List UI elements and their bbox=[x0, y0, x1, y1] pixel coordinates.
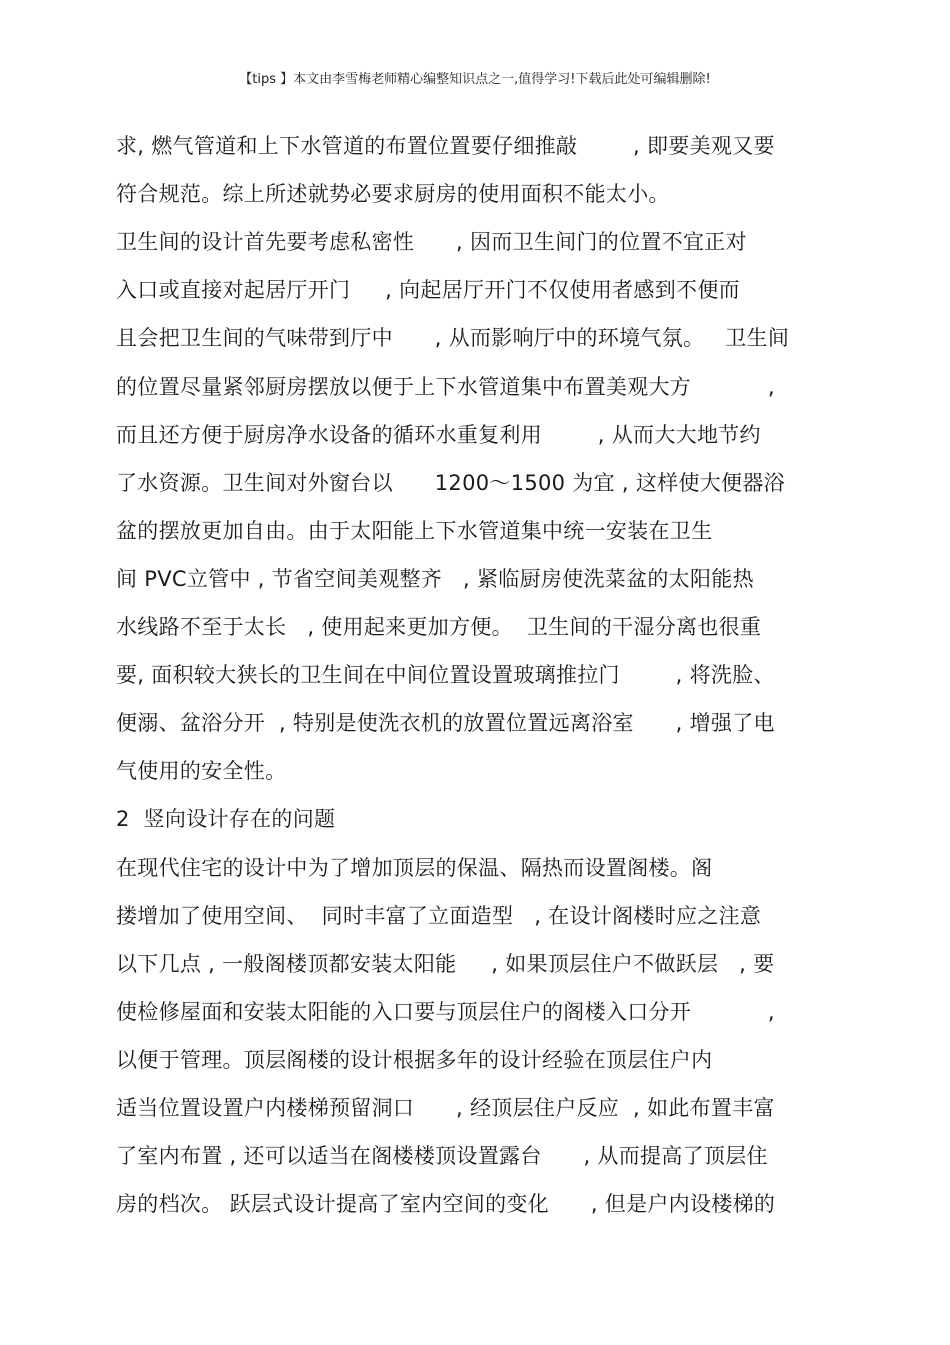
text-line: 求, 燃气管道和上下水管道的布置位置要仔细推敲 , 即要美观又要 bbox=[116, 134, 775, 158]
text-line: 而且还方便于厨房净水设备的循环水重复利用 , 从而大大地节约 bbox=[116, 422, 761, 447]
text-line: 入口或直接对起居厅开门 , 向起居厅开门不仅使用者感到不便而 bbox=[116, 278, 740, 303]
text-line: 要, 面积较大狭长的卫生间在中间位置设置玻璃推拉门 , 将洗脸、 bbox=[116, 663, 775, 688]
text-line: 2 竖向设计存在的问题 bbox=[116, 807, 336, 832]
text-line: 了室内布置 , 还可以适当在阁楼楼顶设置露台 , 从而提高了顶层住 bbox=[116, 1144, 768, 1169]
text-line: 水线路不至于太长 , 使用起来更加方便。 卫生间的干湿分离也很重 bbox=[116, 615, 762, 639]
text-line: 且会把卫生间的气味带到厅中 , 从而影响厅中的环境气氛。 卫生间 bbox=[116, 326, 790, 351]
text-line: 符合规范。综上所述就势必要求厨房的使用面积不能太小。 bbox=[116, 182, 670, 207]
text-line: 间 PVC立管中 , 节省空间美观整齐 , 紧临厨房使洗菜盆的太阳能热 bbox=[116, 566, 754, 591]
text-line: 以下几点 , 一般阁楼顶都安装太阳能 , 如果顶层住户不做跃层 , 要 bbox=[116, 951, 775, 976]
text-line: 气使用的安全性。 bbox=[116, 759, 287, 784]
text-line: 搂增加了使用空间、 同时丰富了立面造型 , 在设计阁楼时应之注意 bbox=[116, 903, 762, 928]
text-line: 在现代住宅的设计中为了增加顶层的保温、隔热而设置阁楼。阁 bbox=[116, 855, 713, 880]
tips-header: 【tips 】本文由李雪梅老师精心编整知识点之一,值得学习!下载后此处可编辑删除! bbox=[239, 72, 711, 87]
text-line: 卫生间的设计首先要考虑私密性 , 因而卫生间门的位置不宜正对 bbox=[116, 230, 747, 255]
text-line: 使检修屋面和安装太阳能的入口要与顶层住户的阁楼入口分开 , bbox=[116, 999, 775, 1024]
text-line: 适当位置设置户内楼梯预留洞口 , 经顶层住户反应 , 如此布置丰富 bbox=[116, 1096, 775, 1120]
text-line: 以便于管理。顶层阁楼的设计根据多年的设计经验在顶层住户内 bbox=[116, 1047, 713, 1072]
text-line: 便溺、盆浴分开 , 特别是使洗衣机的放置位置远离浴室 , 增强了电 bbox=[116, 711, 775, 736]
text-line: 了水资源。卫生间对外窗台以 1200～1500 为宜 , 这样使大便器浴 bbox=[116, 470, 785, 495]
text-line: 房的档次。 跃层式设计提高了室内空间的变化 , 但是户内设楼梯的 bbox=[116, 1192, 776, 1217]
text-line: 盆的摆放更加自由。由于太阳能上下水管道集中统一安装在卫生 bbox=[116, 518, 713, 543]
text-line: 的位置尽量紧邻厨房摆放以便于上下水管道集中布置美观大方 , bbox=[116, 374, 775, 399]
